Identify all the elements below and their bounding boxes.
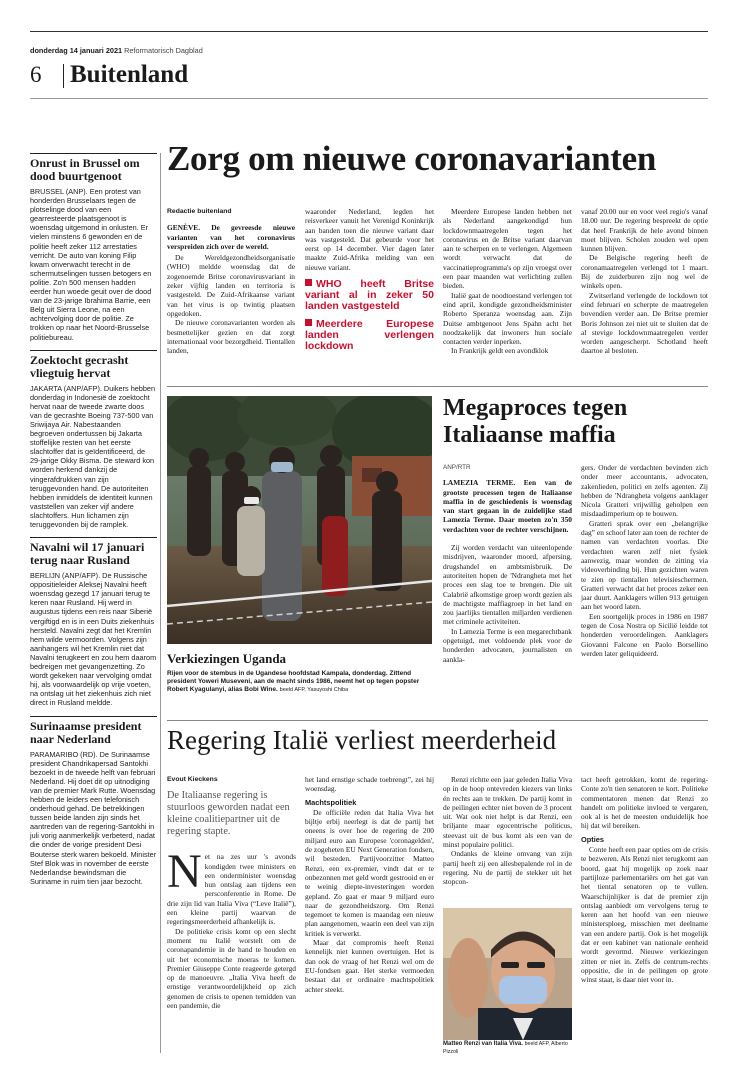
paragraph: De nieuwe coronavarianten worden als besmettelijker gezien en dat zorgt internationaal voor bezorgdheid. Tientallen landen,: [167, 318, 295, 356]
paragraph: vanaf 20.00 uur en voor veel regio's vanaf 18.00 uur. De regering bespreekt de optie dat heel Frankrijk de hele avond binnen moet blijven. Scholen zouden wel open kunnen blijven.: [581, 207, 708, 254]
paragraph: et na zes uur 's avonds kondigden twee ministers en een onderminister woensdag hun ontslag aan tijdens een persconferentie in Rome. De drie zijn lid van Italia Viva (“Leve Italië”), een kleine partij waarvan de regeringsmeerderheid afhankelijk is.: [167, 852, 296, 927]
subheading: Opties: [581, 834, 604, 844]
pull-quote: [305, 279, 434, 312]
date: donderdag 14 januari 2021: [30, 46, 123, 55]
renzi-photo-image: [443, 908, 572, 1040]
paragraph: Een soortgelijk proces in 1986 en 1987 tegen de Cosa Nostra op Sicilië leidde tot honderden veroordelingen. Aanklagers Giovanni Falcone en Paolo Borsellino werden later geliquideerd.: [581, 611, 708, 658]
photo-credit: beeld AFP, Alberto Pizzoli: [443, 1041, 568, 1055]
subheading: Machtspolitiek: [305, 797, 357, 807]
dateline: [30, 46, 203, 55]
page-number: 6: [30, 62, 42, 87]
paragraph: Ondanks de kleine omvang van zijn partij heeft zij een allesbepalende rol in de regering. Nu de partij de stekker uit het stopcon-: [443, 849, 572, 887]
brief-body: BRUSSEL (ANP). Een protest van honderden Brusselaars tegen de plotselinge dood van een gearresteerde plaatsgenoot is woensdag uitgemond in onlusten. Er vielen minstens 6 gewonden en de politie heeft zeker 112 arrestaties verricht. De auto van koning Filip kwam onverwacht terecht in de schermutselingen tussen betogers en politie. Zo'n 500 mensen hadden eerder hun woede geuit over de dood van de 23-jarige Ibrahima Barrie, een Belg uit Sierra Leone, na een achtervolging door de politie. Ze trokken op naar het Noord-Brusselse politiebureau.: [30, 187, 152, 342]
corona-col-4: [581, 207, 708, 356]
renzi-photo: [443, 908, 572, 1040]
uganda-photo: [167, 396, 432, 644]
brief: [30, 537, 157, 707]
paragraph: De Wereldgezondheidsorganisatie (WHO) meldde woensdag dat de zogenoemde Britse coronavirusvariant in zeker vijftig landen en territoria is vastgesteld. De Zuid-Afrikaanse variant van het virus is op twintig plaatsen opgedoken.: [167, 253, 295, 318]
brief-title: Onrust in Brussel om dood buurtgenoot: [30, 156, 140, 183]
paragraph: gers. Onder de verdachten bevinden zich onder meer accountants, advocaten, zakenlieden, politici en zelfs agenten. Zij hebben de 'Ndrangheta volgens aanklager Nicola Gratteri vrijwillig geholpen een misdaadimperium op te bouwen.: [581, 463, 708, 519]
paragraph: waaronder Nederland, legden het reisverkeer vanuit het Verenigd Koninkrijk aan banden toen die nieuwe variant daar was vastgesteld. Dat gebeurde voor het eerst op 14 december. Vier dagen later maakte Zuid-Afrika melding van een nieuwe variant.: [305, 207, 434, 272]
renzi-photo-caption: [443, 1041, 572, 1056]
pull-quote: [305, 319, 434, 352]
paragraph: Meerdere Europese landen hebben net als Nederland aangekondigd hun lockdownmaatregelen tegen het coronavirus en de Britse variant daarvan aan te scherpen en te verlengen. Algemeen wordt verwacht dat de vaccinatieprogramma's op zijn vroegst over een paar maanden wat verlichting zullen bieden.: [443, 207, 572, 291]
paragraph: het land ernstige schade toebrengt”, zei hij woensdag.: [305, 775, 434, 794]
brief-body: BERLIJN (ANP/AFP). De Russische oppositieleider Aleksej Navalni heeft woensdag gezegd 17 januari terug te keren naar Rusland. Hij werd in augustus tijdens een reis naar Siberië vergiftigd en is in een Duits ziekenhuis hersteld. Navalni zegt dat het Kremlin hem wilde vermoorden. Volgens zijn aanhangers wil het Kremlin niet dat Navalni terugkeert en zou hem daarom bedreigen met gevangenzetting. Zo wordt gekeken naar vervolging omdat hij, als voorwaardelijk op vrije voeten, na ontslag uit het ziekenhuis zich niet direct in Rusland meldde.: [30, 571, 157, 708]
caption-text: Rijen voor de stembus in de Ugandese hoofdstad Kampala, donderdag. Zittend president Yoweri Museveni, aan de macht sinds 1986, neemt het op tegen popster Robert Kyagulanyi, alias Bobi Wine.: [167, 670, 420, 694]
maffia-headline: [443, 395, 627, 449]
briefs-column: [30, 153, 157, 886]
headline-line: Italiaanse maffia: [443, 422, 616, 448]
article-lead: GENÈVE. De gevreesde nieuwe varianten van het coronavirus verspreiden zich over de wereld.: [167, 223, 295, 251]
brief-title: Surinaamse president naar Nederland: [30, 718, 142, 746]
paragraph: De politieke crisis komt op een slecht moment nu Italië worstelt om de coronapandemie in de hand te houden en uit het economische moeras te komen. Premier Giuseppe Conte reageerde getergd op de manoeuvre. „Italia Viva heeft de ernstige verantwoordelijkheid op zich genomen de crisis te openen temidden van een pandemie, die: [167, 926, 296, 1011]
paragraph: In Frankrijk geldt een avondklok: [451, 346, 549, 356]
paragraph: Conte heeft een paar opties om de crisis te bezweren. Als Renzi niet terugkomt aan boord, gaat hij mogelijk op zoek naar partijloze parlementariërs om het gat van het tiental senatoren op te vullen. Waarschijnlijker is dat de premier zijn ontslag aanbiedt om vervolgens terug te keren aan het hoofd van een nieuwe ministersploeg, misschien met deelname van een andere partij. Ook is het mogelijk dat er een kabinet van nationale eenheid wordt gevormd. Nieuwe verkiezingen zitten er niet in. Zelfs de centrum-rechts oppositie, die in de peilingen op grote winst staat, is daar niet voor in.: [581, 845, 708, 985]
italie-headline: Regering Italië verliest meerderheid: [167, 725, 557, 755]
paragraph: Zij worden verdacht van uiteenlopende misdrijven, waaronder moord, afpersing, drugshandel en ambtsmisbruik. De autoriteiten hopen de 'Ndrangheta met het proces een slag toe te brengen. Die uit Calabrië afkomstige groep wordt gezien als de machtigste maffiagroep in het land en zou jaarlijks tientallen miljarden verdienen met criminele activiteiten.: [443, 543, 572, 627]
photo-credit: beeld AFP, Yasuyoshi Chiba: [279, 687, 349, 694]
caption-text: Matteo Renzi van Italia Viva.: [443, 1041, 523, 1047]
byline: ANP/RTR: [443, 464, 471, 471]
paragraph: Italië gaat de noodtoestand verlengen tot eind april, kondigde gezondheidsminister Roberto Speranza woensdag aan. Zijn Duitse ambtgenoot Jens Spahn acht het noodzakelijk dat inwoners hun sociale contacten verder inperken.: [443, 290, 572, 347]
paper-name: Reformatorisch Dagblad: [124, 46, 203, 55]
quote-marker: [305, 279, 312, 286]
paragraph: De Belgische regering heeft de coronamaatregelen verlengd tot 1 maart. Bij de zuiderburen zijn nog wel de winkels open.: [581, 253, 708, 291]
headline-line: Megaproces tegen: [443, 395, 628, 421]
italie-col-4: [581, 775, 708, 985]
byline: Evout Kieckens: [167, 776, 218, 783]
brief: [30, 716, 157, 886]
paragraph: Gratteri sprak over een „belangrijke dag” en schoof later aan toen de rechter de namen van verdachten voorlas. Die verdachten waren zelf niet fysiek aanwezig, maar wonden de zitting via videoverbinding bij. Hun gezichten waren te zien op tientallen televisieschermen. Gratteri verwacht dat het proces zeker een jaar duurt. Aanklagers willen 913 getuigen aan het woord laten.: [581, 518, 708, 612]
italie-col-1: [167, 775, 296, 1010]
section-title: Buitenland: [70, 61, 189, 88]
quote-text: WHO heeft Britse variant al in zeker 50 landen vastgesteld: [305, 278, 434, 313]
italie-col-3: [443, 775, 572, 887]
paragraph: Zwitserland verlengde de lockdown tot eind februari en scherpte de maatregelen bovendien verder aan. De Britse premier Boris Johnson zei niet uit te sluiten dat de al stevige lockdownmaatregelen verder worden aangescherpt. Schotland heeft daartoe al besloten.: [581, 290, 708, 356]
quote-text: Meerdere Europese landen verlengen lockdown: [305, 318, 434, 353]
brief-title: Navalni wil 17 januari terug naar Rusland: [30, 540, 145, 568]
brief-body: PARAMARIBO (RD). De Surinaamse president Chandrikapersad Santokhi bezoekt in de tweede helft van februari Nederland. Hij doet dit op uitnodiging van de premier Mark Rutte. Woensdag hebben de leiders een telefonisch onderhoud gehad. De betrekkingen tussen beide landen zijn sinds het aantreden van de regering-Santokhi in juli vorig aanmerkelijk verbeterd, nadat die onder de vorige president Desi Bouterse sterk waren bekoeld. Minister Stef Blok was in november de eerste Nederlandse bewindsman die Suriname in ruim tien jaar bezocht.: [30, 749, 157, 886]
corona-col-1: [167, 207, 295, 355]
italie-col-2: [305, 775, 434, 994]
paragraph: Maar dat compromis heeft Renzi kennelijk niet kunnen overtuigen. Het is dan ook de vraag of het Renzi wel om de EU-fondsen gaat. Het sterke vermoeden bestaat dat er ordinaire machtspolitiek achter steekt.: [305, 938, 434, 994]
article-lead: LAMEZIA TERME. Een van de grootste processen tegen de Italiaanse maffia in de geschiedenis is woensdag van start gegaan in de zuidelijke stad Lamezia Terme. Daar moeten zo'n 350 verdachten voor de rechter verschijnen.: [443, 478, 572, 534]
uganda-photo-title: Verkiezingen Uganda: [167, 651, 287, 666]
brief: [30, 154, 157, 342]
corona-headline: Zorg om nieuwe coronavarianten: [167, 139, 657, 178]
corona-col-2: [305, 207, 434, 352]
drop-cap: N: [167, 845, 202, 899]
uganda-photo-caption: [167, 670, 432, 695]
brief: [30, 350, 157, 530]
article-intro: De Italiaanse regering is stuurloos geworden nadat een kleine coalitiepartner uit de regering stapte.: [167, 790, 290, 838]
paragraph: In Lamezia Terme is een megarechtbank opgetuigd, met voldoende plek voor de honderden advocaten, journalisten en aankla-: [443, 626, 572, 664]
brief-body: JAKARTA (ANP/AFP). Duikers hebben donderdag in Indonesië de zoektocht hervat naar de tweede zwarte doos van de gecrashte Boeing 737-500 van Sriwijaya Air. Nabestaanden begroeven ondertussen bij Jakarta stoffelijke resten van het eerste slachtoffer dat is geïdentificeerd, de 29-jarige Okky Bisma. De steward kon worden herkend dankzij de vingerafdrukken van zijn teruggevonden hand. De autoriteiten hebben inmiddels de identiteit kunnen vaststellen van zeker vijf andere slachtoffers. Hun lichamen zijn teruggevonden bij de ramplek.: [30, 383, 156, 529]
byline: Redactie buitenland: [167, 208, 232, 215]
paragraph: tact heeft getrokken, komt de regering-Conte zo'n tien senatoren te kort. Politieke commentatoren menen dat Renzi zo handelt om politieke invloed te vergaren, ook al is het de meesten onduidelijk hoe hij dat wil bereiken.: [581, 775, 708, 831]
paragraph: Renzi richtte een jaar geleden Italia Viva op in de hoop ontevreden kiezers van links én rechts aan te trekken. De partij komt in de peilingen echter niet boven de 3 procent uit. Wat ook niet helpt is dat Renzi, een briljante maar egocentrische politicus, steevast uit de bus komt als een van de minst populaire politici.: [443, 775, 572, 850]
corona-col-3: [443, 207, 572, 356]
quote-marker: [305, 319, 312, 326]
maffia-col-1: [443, 463, 572, 664]
maffia-col-2: [581, 463, 708, 658]
brief-title: Zoektocht gecrasht vliegtuig hervat: [30, 352, 129, 380]
uganda-photo-image: [167, 396, 432, 644]
paragraph: De officiële reden dat Italia Viva het bijltje erbij neerlegt is dat de partij het oneens is over hoe de regering de 200 miljard euro aan Europese 'coronagelden', de zogeheten EU Next Generation fondsen, wil besteden. Partijvoorzitter Matteo Renzi, een ex-premier, vindt dat er te onbezonnen met geld wordt gestrooid en er te weinig diepte-investeringen worden gepland. Zo gaat er maar 9 miljard euro naar de gezondheidszorg. Om Renzi tegemoet te komen is maandag een nieuw plan aangenomen, waarin een deel van zijn kritiek is verwerkt.: [305, 807, 434, 938]
